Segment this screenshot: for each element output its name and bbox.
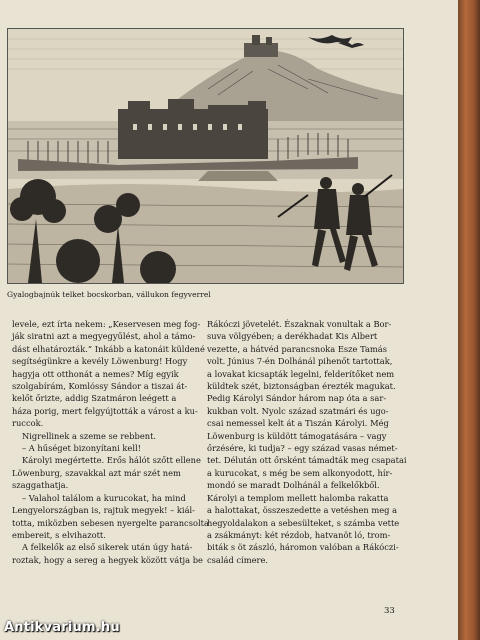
text-line: Pedig Károlyi Sándor három nap óta a sar- xyxy=(207,393,387,404)
illustration-caption: Gyalogbajnúk telket bocskorban, vállukon fegyverrel xyxy=(7,290,211,299)
text-column-left xyxy=(12,318,208,566)
text-line: suva völgyében; a derékhadat Kis Albert xyxy=(207,331,378,342)
text-line: biták s öt zászló, háromon valóban a Rákóczi- xyxy=(207,542,399,553)
text-line: szaggathatja. xyxy=(12,480,69,491)
text-line: roztak, hogy a sereg a hegyek között vátja be xyxy=(12,554,203,565)
text-line: – A hűséget bizonyítani kell! xyxy=(22,443,141,454)
text-line: a zsákmányt: két rézdob, hatvanöt ló, trom- xyxy=(207,529,391,540)
text-line: volt. Június 7-én Dolhánál pihenőt tartottak, xyxy=(207,356,393,367)
text-line: háza porig, mert felgyújtották a várost a ku- xyxy=(12,405,198,416)
text-line: kelőt őrizte, addig Szatmáron leégett a xyxy=(12,393,177,404)
text-line: szolgabírám, Komlóssy Sándor a tiszai át- xyxy=(12,381,188,392)
page-number: 33 xyxy=(384,606,395,616)
text-line: – Valahol találom a kurucokat, ha mind xyxy=(22,492,186,503)
text-line: Löwenburg, szavakkal azt már szét nem xyxy=(12,467,181,478)
watermark: Antikvarium.hu xyxy=(4,620,120,635)
text-line: a lovakat kicsapták legelni, felderítőket nem xyxy=(207,368,395,379)
text-line: Károlyi megértette. Erős hálót szőtt ellene xyxy=(22,455,201,466)
text-line: totta, miközben sebesen nyergelte parancsolta xyxy=(12,517,209,528)
text-line: ruccok. xyxy=(12,418,44,429)
text-column-right xyxy=(207,318,407,566)
text-line: őrzésére, ki tudja? – egy század vasas német- xyxy=(207,443,398,454)
text-line: Nigrellinek a szeme se rebbent. xyxy=(22,430,157,441)
text-line: vezette, a hátvéd parancsnoka Esze Tamás xyxy=(207,343,387,354)
text-line: A felkelők az első sikerek után úgy hatá- xyxy=(22,542,193,553)
engraving-drawing xyxy=(8,29,403,283)
text-line: hegyoldalakon a sebesülteket, s számba vette xyxy=(207,517,400,528)
text-line: kukban volt. Nyolc század szatmári és ugo- xyxy=(207,405,389,416)
text-line: levele, ezt írta nekem: „Keservesen meg fog- xyxy=(12,319,201,329)
text-line: Károlyi a templom mellett halomba rakatta xyxy=(207,492,389,503)
text-line: hagyja ott otthonát a nemes? Míg egyik xyxy=(12,368,179,379)
text-line: Löwenburg is küldött támogatására – vagy xyxy=(207,430,387,441)
text-line: család címere. xyxy=(207,554,268,565)
text-line: tet. Délután ott őrsként támadták meg csapatai xyxy=(207,455,407,466)
text-line: dást elhatározták.” Inkább a katonáit küldené xyxy=(12,343,205,354)
text-line: embereit, s elvihazott. xyxy=(12,529,106,540)
text-line: mondó se maradt Dolhánál a felkelőkből. xyxy=(207,480,380,491)
text-line: küldtek szét, biztonságban érezték magukat. xyxy=(207,381,396,392)
text-line: Lengyelországban is, rajtuk megyek! – kiál- xyxy=(12,505,195,516)
text-line: a kurucokat, s még be sem alkonyodott, hír- xyxy=(207,467,393,478)
book-spine-edge xyxy=(458,0,480,640)
text-line: ják siratni azt a megyegyűlést, ahol a támo- xyxy=(12,331,196,342)
text-line: segítségünkre a kevély Löwenburg! Hogy xyxy=(12,356,188,367)
engraving-illustration xyxy=(7,28,404,284)
text-line: a halottakat, összeszedette a vetéshen meg a xyxy=(207,505,398,516)
text-line: csai nemessel kelt át a Tiszán Károlyi. Még xyxy=(207,418,389,429)
text-line: Rákóczi jövetelét. Északnak vonultak a Bor- xyxy=(207,319,392,329)
